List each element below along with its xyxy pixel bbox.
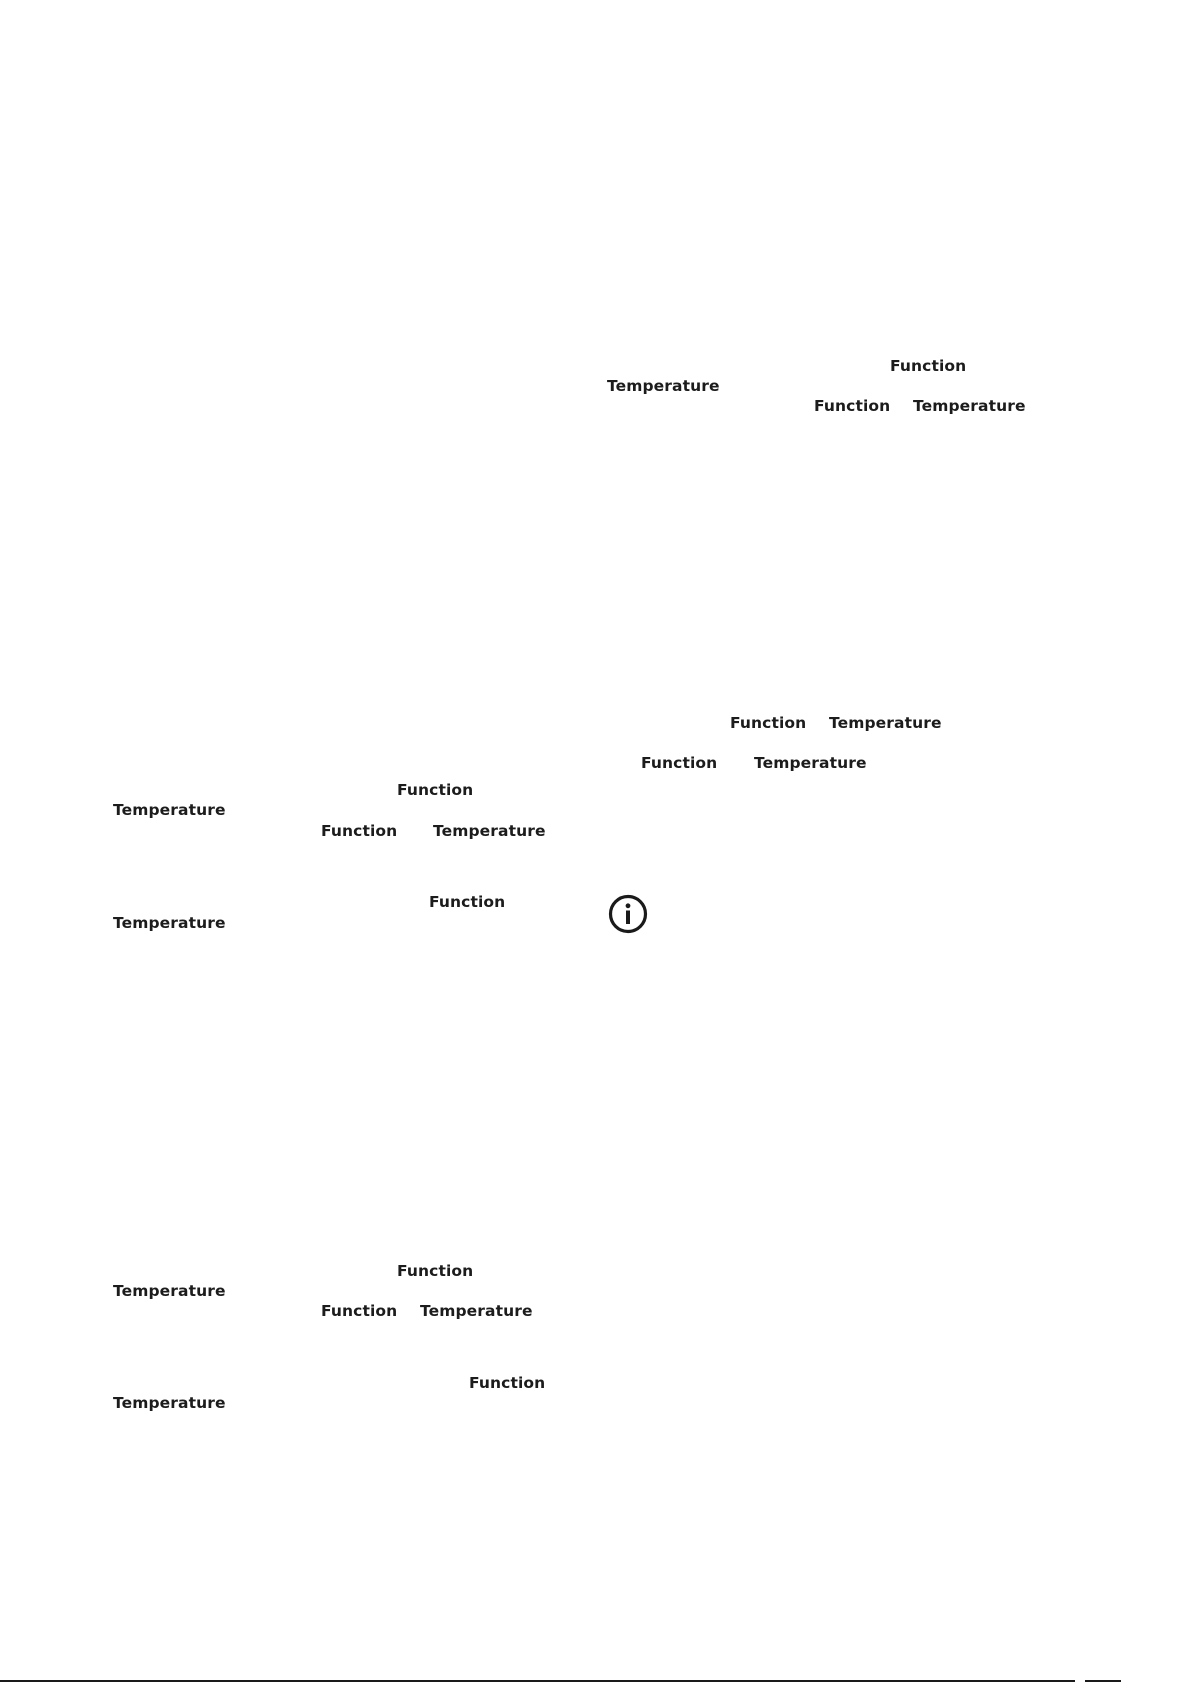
keyword-function: Function (890, 357, 967, 375)
keyword-temperature: Temperature (420, 1302, 533, 1320)
keyword-temperature: Temperature (113, 801, 226, 819)
keyword-function: Function (730, 714, 807, 732)
keyword-function: Function (641, 754, 718, 772)
keyword-function: Function (397, 781, 474, 799)
keyword-function: Function (321, 1302, 398, 1320)
keyword-temperature: Temperature (113, 1394, 226, 1412)
keyword-temperature: Temperature (113, 914, 226, 932)
keyword-function: Function (429, 893, 506, 911)
page-number-mark (1085, 1680, 1121, 1682)
keyword-temperature: Temperature (913, 397, 1026, 415)
keyword-function: Function (321, 822, 398, 840)
keyword-function: Function (814, 397, 891, 415)
keyword-temperature: Temperature (754, 754, 867, 772)
keyword-temperature: Temperature (433, 822, 546, 840)
keyword-function: Function (397, 1262, 474, 1280)
keyword-function: Function (469, 1374, 546, 1392)
keyword-temperature: Temperature (829, 714, 942, 732)
info-icon (608, 894, 648, 934)
footer-rule (0, 1680, 1075, 1682)
keyword-temperature: Temperature (607, 377, 720, 395)
keyword-temperature: Temperature (113, 1282, 226, 1300)
